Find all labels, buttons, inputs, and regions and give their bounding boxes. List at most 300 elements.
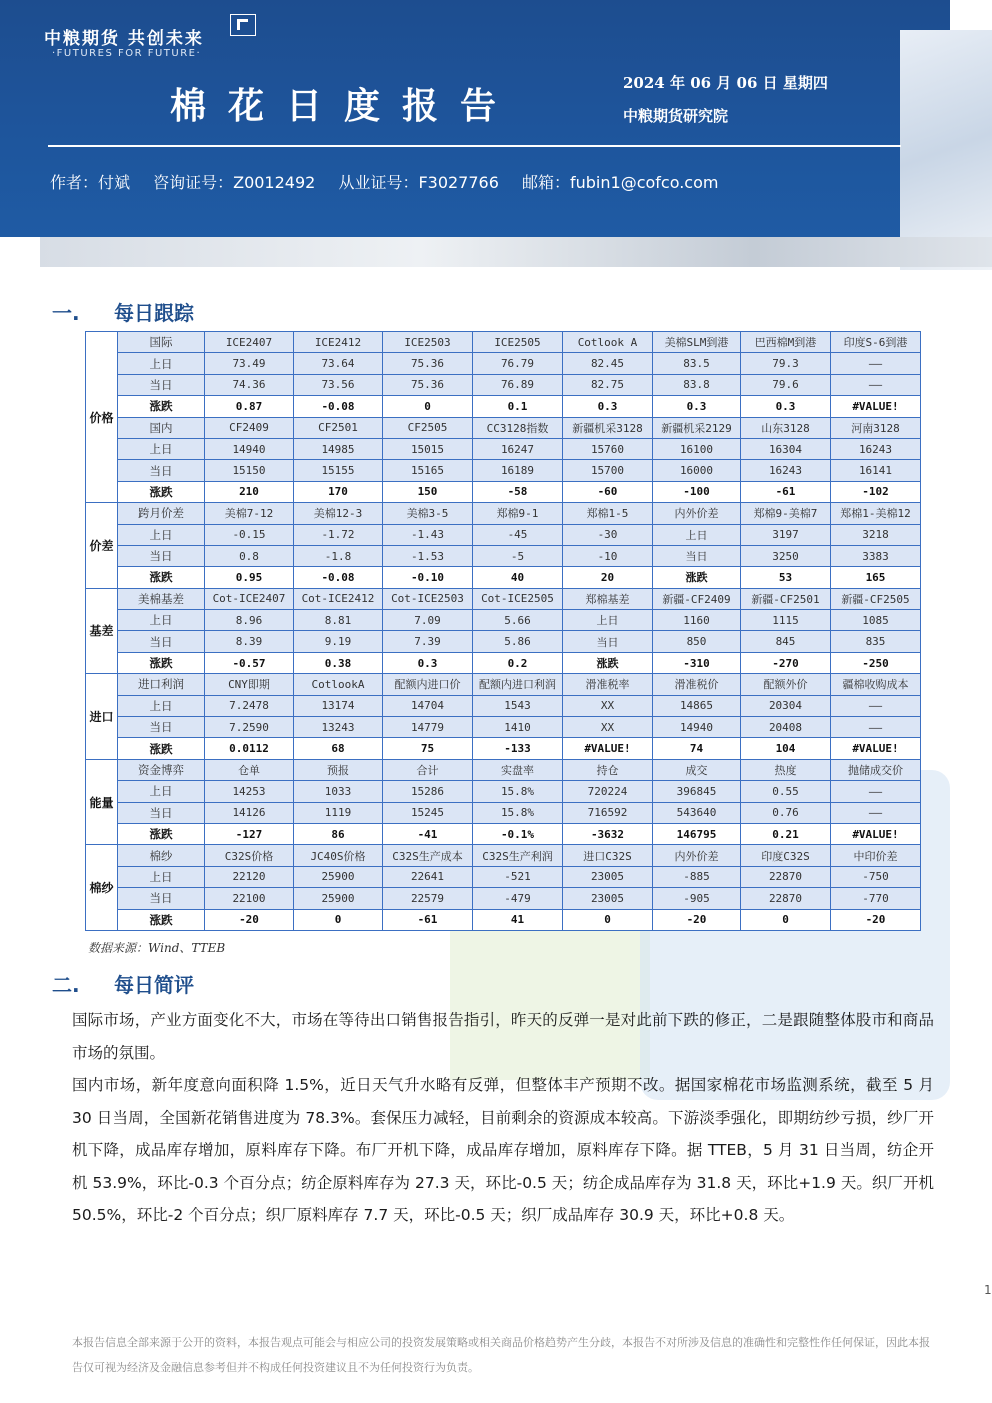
table-cell: 内外价差 (653, 503, 741, 524)
table-cell: -102 (831, 481, 921, 502)
table-cell: 疆棉收购成本 (831, 674, 921, 695)
table-cell: 0.55 (741, 781, 831, 802)
table-cell: C32S生产利润 (473, 845, 563, 866)
table-cell: 41 (473, 909, 563, 930)
table-row-label: 当日 (118, 460, 205, 481)
table-cell: 74 (653, 738, 741, 759)
comment-international: 国际市场，产业方面变化不大，市场在等待出口销售报告指引，昨天的反弹一是对此前下跌的修正，二是跟随整体股市和商品市场的氛围。 (72, 1011, 934, 1062)
table-cell: ICE2503 (383, 332, 473, 353)
table-cell: 3218 (831, 524, 921, 545)
table-cell: CotlookA (294, 674, 383, 695)
table-cell: -3632 (563, 823, 653, 844)
table-cell: 25900 (294, 888, 383, 909)
table-cell: 16000 (653, 460, 741, 481)
table-cell: 845 (741, 631, 831, 652)
table-cell: 9.19 (294, 631, 383, 652)
table-cell: 郑棉9-美棉7 (741, 503, 831, 524)
practice-cert: 从业证号：F3027766 (338, 173, 499, 192)
table-cell: 14126 (205, 802, 294, 823)
table-cell: -310 (653, 652, 741, 673)
table-cell: 当日 (653, 545, 741, 566)
table-cell: -58 (473, 481, 563, 502)
table-row (86, 503, 921, 524)
table-cell: 53 (741, 567, 831, 588)
table-row-label: 进口利润 (118, 674, 205, 695)
table-cell: 15760 (563, 438, 653, 459)
table-row (86, 460, 921, 481)
report-date: 2024 年 06 月 06 日 星期四 (623, 74, 828, 92)
table-cell: XX (563, 695, 653, 716)
table-cell: 74.36 (205, 374, 294, 395)
company-logo-text: 中粮期货 共创未来 (44, 29, 204, 49)
table-cell: -0.08 (294, 567, 383, 588)
table-cell: 0.2 (473, 652, 563, 673)
table-row-label: 涨跌 (118, 738, 205, 759)
table-cell: 巴西棉M到港 (741, 332, 831, 353)
table-cell: 0.0112 (205, 738, 294, 759)
table-cell: -750 (831, 866, 921, 887)
table-cell: -479 (473, 888, 563, 909)
table-row (86, 396, 921, 417)
table-cell: CF2501 (294, 417, 383, 438)
table-cell: —— (831, 717, 921, 738)
table-cell: 40 (473, 567, 563, 588)
table-cell: 79.3 (741, 353, 831, 374)
table-row (86, 802, 921, 823)
table-cell: -10 (563, 545, 653, 566)
table-cell: 16141 (831, 460, 921, 481)
table-cell: 22870 (741, 888, 831, 909)
table-cell: -20 (831, 909, 921, 930)
author-email[interactable]: 邮箱：fubin1@cofco.com (522, 173, 719, 192)
table-row (86, 652, 921, 673)
table-cell: 郑棉9-1 (473, 503, 563, 524)
table-cell: JC40S价格 (294, 845, 383, 866)
table-row-label: 涨跌 (118, 567, 205, 588)
table-row (86, 888, 921, 909)
table-cell: 5.86 (473, 631, 563, 652)
table-cell: -1.8 (294, 545, 383, 566)
table-cell: 20304 (741, 695, 831, 716)
table-cell: 15.8% (473, 781, 563, 802)
table-cell: Cot-ICE2412 (294, 588, 383, 609)
table-cell: 成交 (653, 759, 741, 780)
page-number: 1 (984, 1283, 992, 1297)
table-cell: 210 (205, 481, 294, 502)
table-row (86, 481, 921, 502)
section-number: 二. (52, 973, 80, 997)
table-cell: -905 (653, 888, 741, 909)
table-row-label: 涨跌 (118, 481, 205, 502)
table-cell: 83.8 (653, 374, 741, 395)
table-row-label: 当日 (118, 717, 205, 738)
table-cell: ICE2505 (473, 332, 563, 353)
table-row (86, 823, 921, 844)
table-cell: 美棉12-3 (294, 503, 383, 524)
table-cell: 835 (831, 631, 921, 652)
table-cell: 美棉3-5 (383, 503, 473, 524)
table-cell: 14865 (653, 695, 741, 716)
table-cell: -1.53 (383, 545, 473, 566)
table-row-label: 跨月价差 (118, 503, 205, 524)
table-cell: 0.3 (741, 396, 831, 417)
table-row-label: 上日 (118, 610, 205, 631)
table-row-label: 上日 (118, 781, 205, 802)
table-cell: -30 (563, 524, 653, 545)
table-cell: 13174 (294, 695, 383, 716)
table-cell: 美棉SLM到港 (653, 332, 741, 353)
table-cell: -61 (383, 909, 473, 930)
table-cell: 16243 (741, 460, 831, 481)
table-row (86, 524, 921, 545)
table-cell: 仓单 (205, 759, 294, 780)
table-cell: 5.66 (473, 610, 563, 631)
table-cell: 0.3 (653, 396, 741, 417)
table-cell: 7.2478 (205, 695, 294, 716)
table-cell: 0 (383, 396, 473, 417)
table-row-label: 上日 (118, 353, 205, 374)
table-row-label: 涨跌 (118, 652, 205, 673)
table-cell: —— (831, 353, 921, 374)
table-cell: 滑准税价 (653, 674, 741, 695)
table-cell: 16304 (741, 438, 831, 459)
table-cell: 82.75 (563, 374, 653, 395)
table-group-label: 能量 (86, 759, 118, 845)
table-row (86, 610, 921, 631)
table-cell: CF2409 (205, 417, 294, 438)
table-cell: 23005 (563, 888, 653, 909)
table-cell: Cot-ICE2407 (205, 588, 294, 609)
table-cell: 印度C32S (741, 845, 831, 866)
table-cell: 68 (294, 738, 383, 759)
table-cell: -45 (473, 524, 563, 545)
table-cell: 3383 (831, 545, 921, 566)
table-cell: 22120 (205, 866, 294, 887)
table-cell: 涨跌 (563, 652, 653, 673)
table-cell: ICE2412 (294, 332, 383, 353)
table-cell: 内外价差 (653, 845, 741, 866)
table-cell: 合计 (383, 759, 473, 780)
table-cell: -20 (653, 909, 741, 930)
section-title: 每日简评 (114, 973, 194, 997)
table-row (86, 781, 921, 802)
table-cell: 8.39 (205, 631, 294, 652)
table-group-label: 价格 (86, 332, 118, 503)
table-row (86, 588, 921, 609)
table-cell: 涨跌 (653, 567, 741, 588)
table-cell: 持仓 (563, 759, 653, 780)
table-cell: -885 (653, 866, 741, 887)
table-cell: -41 (383, 823, 473, 844)
table-row (86, 738, 921, 759)
table-row (86, 332, 921, 353)
table-row (86, 374, 921, 395)
table-cell: C32S生产成本 (383, 845, 473, 866)
table-cell: 新疆-CF2501 (741, 588, 831, 609)
table-cell: 14779 (383, 717, 473, 738)
table-cell: #VALUE! (563, 738, 653, 759)
table-cell: -1.43 (383, 524, 473, 545)
consult-cert: 咨询证号：Z0012492 (153, 173, 316, 192)
table-cell: ICE2407 (205, 332, 294, 353)
table-cell: 当日 (563, 631, 653, 652)
table-cell: 实盘率 (473, 759, 563, 780)
table-row (86, 695, 921, 716)
table-cell: 1085 (831, 610, 921, 631)
table-cell: 150 (383, 481, 473, 502)
table-row (86, 545, 921, 566)
table-cell: 22641 (383, 866, 473, 887)
table-cell: 14985 (294, 438, 383, 459)
table-cell: 1119 (294, 802, 383, 823)
table-cell: 3250 (741, 545, 831, 566)
table-cell: -61 (741, 481, 831, 502)
table-cell: 河南3128 (831, 417, 921, 438)
table-cell: 0.1 (473, 396, 563, 417)
table-cell: 76.89 (473, 374, 563, 395)
table-cell: CF2505 (383, 417, 473, 438)
table-cell: 配额内进口价 (383, 674, 473, 695)
table-cell: -133 (473, 738, 563, 759)
table-cell: 7.09 (383, 610, 473, 631)
table-cell: 7.2590 (205, 717, 294, 738)
table-cell: -0.15 (205, 524, 294, 545)
table-cell: CNY即期 (205, 674, 294, 695)
table-cell: #VALUE! (831, 823, 921, 844)
table-cell: 15015 (383, 438, 473, 459)
table-cell: Cot-ICE2503 (383, 588, 473, 609)
table-cell: 新疆机采3128 (563, 417, 653, 438)
table-cell: -0.10 (383, 567, 473, 588)
table-cell: C32S价格 (205, 845, 294, 866)
table-cell: 82.45 (563, 353, 653, 374)
table-cell: 郑棉1-5 (563, 503, 653, 524)
table-cell: 0 (294, 909, 383, 930)
table-cell: 75.36 (383, 353, 473, 374)
table-row-label: 资金博弈 (118, 759, 205, 780)
section-heading-daily-tracking (52, 297, 194, 326)
table-row (86, 438, 921, 459)
table-cell: 配额外价 (741, 674, 831, 695)
table-cell: Cotlook A (563, 332, 653, 353)
header-photo-strip (40, 237, 992, 267)
disclaimer: 本报告信息全部来源于公开的资料，本报告观点可能会与相应公司的投资发展策略或相关商品价格趋势产生分歧，本报告不对所涉及信息的准确性和完整性作任何保证，因此本报告仅可视为经济及金融信息参考但并不构成任何投资建议且不为任何投资行为负责。 (72, 1336, 930, 1374)
table-row-label: 上日 (118, 438, 205, 459)
table-cell: 新疆机采2129 (653, 417, 741, 438)
table-row-label: 美棉基差 (118, 588, 205, 609)
table-cell: 16189 (473, 460, 563, 481)
table-cell: 20 (563, 567, 653, 588)
table-row (86, 717, 921, 738)
table-cell: 1410 (473, 717, 563, 738)
table-row-label: 涨跌 (118, 396, 205, 417)
table-row-label: 上日 (118, 524, 205, 545)
table-cell: 75 (383, 738, 473, 759)
table-cell: 新疆-CF2505 (831, 588, 921, 609)
table-cell: 美棉7-12 (205, 503, 294, 524)
table-cell: 13243 (294, 717, 383, 738)
author-name: 作者：付斌 (50, 173, 131, 192)
table-cell: 0.87 (205, 396, 294, 417)
table-cell: 8.96 (205, 610, 294, 631)
table-cell: 新疆-CF2409 (653, 588, 741, 609)
table-cell: 上日 (563, 610, 653, 631)
table-row-label: 棉纱 (118, 845, 205, 866)
table-cell: -0.57 (205, 652, 294, 673)
table-cell: 0.21 (741, 823, 831, 844)
table-cell: —— (831, 695, 921, 716)
table-cell: 20408 (741, 717, 831, 738)
author-info (50, 170, 736, 193)
table-cell: 15.8% (473, 802, 563, 823)
table-row-label: 当日 (118, 374, 205, 395)
table-cell: #VALUE! (831, 738, 921, 759)
table-row (86, 567, 921, 588)
table-cell: —— (831, 802, 921, 823)
table-cell: -0.1% (473, 823, 563, 844)
table-cell: 郑棉基差 (563, 588, 653, 609)
table-cell: 配额内进口利润 (473, 674, 563, 695)
table-cell: XX (563, 717, 653, 738)
table-row-label: 当日 (118, 802, 205, 823)
table-row-label: 当日 (118, 631, 205, 652)
table-cell: 14940 (205, 438, 294, 459)
table-cell: 15286 (383, 781, 473, 802)
table-row (86, 631, 921, 652)
table-cell: 850 (653, 631, 741, 652)
table-row (86, 674, 921, 695)
table-cell: 16247 (473, 438, 563, 459)
table-group-label: 基差 (86, 588, 118, 674)
table-group-label: 价差 (86, 503, 118, 589)
table-cell: 16243 (831, 438, 921, 459)
table-cell: 396845 (653, 781, 741, 802)
section-number: 一. (52, 301, 80, 325)
table-cell: 15165 (383, 460, 473, 481)
data-source-note: 数据来源：Wind、TTEB (88, 941, 226, 955)
table-cell: 22579 (383, 888, 473, 909)
table-cell: -770 (831, 888, 921, 909)
table-cell: 预报 (294, 759, 383, 780)
table-cell: 滑准税率 (563, 674, 653, 695)
table-cell: 86 (294, 823, 383, 844)
table-cell: -60 (563, 481, 653, 502)
table-cell: 抛储成交价 (831, 759, 921, 780)
table-cell: -1.72 (294, 524, 383, 545)
table-cell: -127 (205, 823, 294, 844)
table-cell: 716592 (563, 802, 653, 823)
table-cell: 14940 (653, 717, 741, 738)
comment-domestic: 国内市场，新年度意向面积降 1.5%，近日天气升水略有反弹，但整体丰产预期不改。据国家棉花市场监测系统，截至 5 月 30 日当周，全国新花销售进度为 78.3%。套保压力减轻，目前剩余的资源成本较高。下游淡季强化，即期纺纱亏损，纱厂开机下降，成品库存增加，原料库存下降。布厂开机下降，成品库存增加，原料库存下降。据 TTEB，5 月 31 日当周，纺企开机 53.9%，环比-0.3 个百分点；纺企原料库存为 27.3 天，环比-0.5 天；纺企成品库存为 31.8 天，环比+1.9 天。织厂开机 50.5%，环比-2 个百分点；织厂原料库存 7.7 天，环比-0.5 天；织厂成品库存 30.9 天，环比+0.8 天。 (72, 1076, 934, 1224)
table-cell: 0.76 (741, 802, 831, 823)
table-cell: 15700 (563, 460, 653, 481)
table-cell: 720224 (563, 781, 653, 802)
table-row-label: 涨跌 (118, 823, 205, 844)
table-cell: -20 (205, 909, 294, 930)
table-row (86, 417, 921, 438)
table-cell: 热度 (741, 759, 831, 780)
table-cell: 0.8 (205, 545, 294, 566)
table-cell: 15150 (205, 460, 294, 481)
table-row-label: 上日 (118, 695, 205, 716)
table-cell: 23005 (563, 866, 653, 887)
table-cell: 170 (294, 481, 383, 502)
table-cell: 22870 (741, 866, 831, 887)
table-cell: 75.36 (383, 374, 473, 395)
table-cell: 0 (741, 909, 831, 930)
table-cell: 7.39 (383, 631, 473, 652)
report-organization: 中粮期货研究院 (623, 107, 729, 125)
table-cell: 15155 (294, 460, 383, 481)
table-cell: —— (831, 781, 921, 802)
table-cell: —— (831, 374, 921, 395)
table-cell: 山东3128 (741, 417, 831, 438)
table-cell: 73.49 (205, 353, 294, 374)
table-cell: 25900 (294, 866, 383, 887)
table-cell: 22100 (205, 888, 294, 909)
table-cell: 0.38 (294, 652, 383, 673)
header-photo (900, 30, 992, 270)
table-cell: 1033 (294, 781, 383, 802)
table-cell: 79.6 (741, 374, 831, 395)
table-cell: 15245 (383, 802, 473, 823)
table-row-label: 当日 (118, 888, 205, 909)
table-cell: 上日 (653, 524, 741, 545)
table-cell: 165 (831, 567, 921, 588)
table-cell: #VALUE! (831, 396, 921, 417)
table-cell: -250 (831, 652, 921, 673)
table-cell: -0.08 (294, 396, 383, 417)
table-cell: Cot-ICE2505 (473, 588, 563, 609)
table-cell: 0 (563, 909, 653, 930)
company-logo-icon (230, 14, 256, 36)
table-group-label: 进口 (86, 674, 118, 760)
table-cell: 进口C32S (563, 845, 653, 866)
table-cell: CC3128指数 (473, 417, 563, 438)
table-cell: 73.56 (294, 374, 383, 395)
table-cell: 83.5 (653, 353, 741, 374)
table-cell: -100 (653, 481, 741, 502)
table-row-label: 上日 (118, 866, 205, 887)
table-row-label: 涨跌 (118, 909, 205, 930)
table-cell: 中印价差 (831, 845, 921, 866)
table-cell: 8.81 (294, 610, 383, 631)
table-cell: 1543 (473, 695, 563, 716)
table-cell: 543640 (653, 802, 741, 823)
report-title: 棉花日度报告 (170, 85, 519, 127)
header-divider (48, 145, 901, 147)
table-cell: 0.95 (205, 567, 294, 588)
table-cell: 14704 (383, 695, 473, 716)
table-row (86, 845, 921, 866)
table-cell: 1160 (653, 610, 741, 631)
table-row (86, 759, 921, 780)
table-cell: -5 (473, 545, 563, 566)
table-cell: 73.64 (294, 353, 383, 374)
table-cell: 3197 (741, 524, 831, 545)
table-row-label: 当日 (118, 545, 205, 566)
table-cell: 14253 (205, 781, 294, 802)
table-row (86, 909, 921, 930)
table-cell: 16100 (653, 438, 741, 459)
table-row-label: 国际 (118, 332, 205, 353)
table-cell: 76.79 (473, 353, 563, 374)
daily-tracking-table (85, 331, 921, 931)
table-cell: 146795 (653, 823, 741, 844)
table-cell: -521 (473, 866, 563, 887)
table-group-label: 棉纱 (86, 845, 118, 931)
table-cell: 郑棉1-美棉12 (831, 503, 921, 524)
